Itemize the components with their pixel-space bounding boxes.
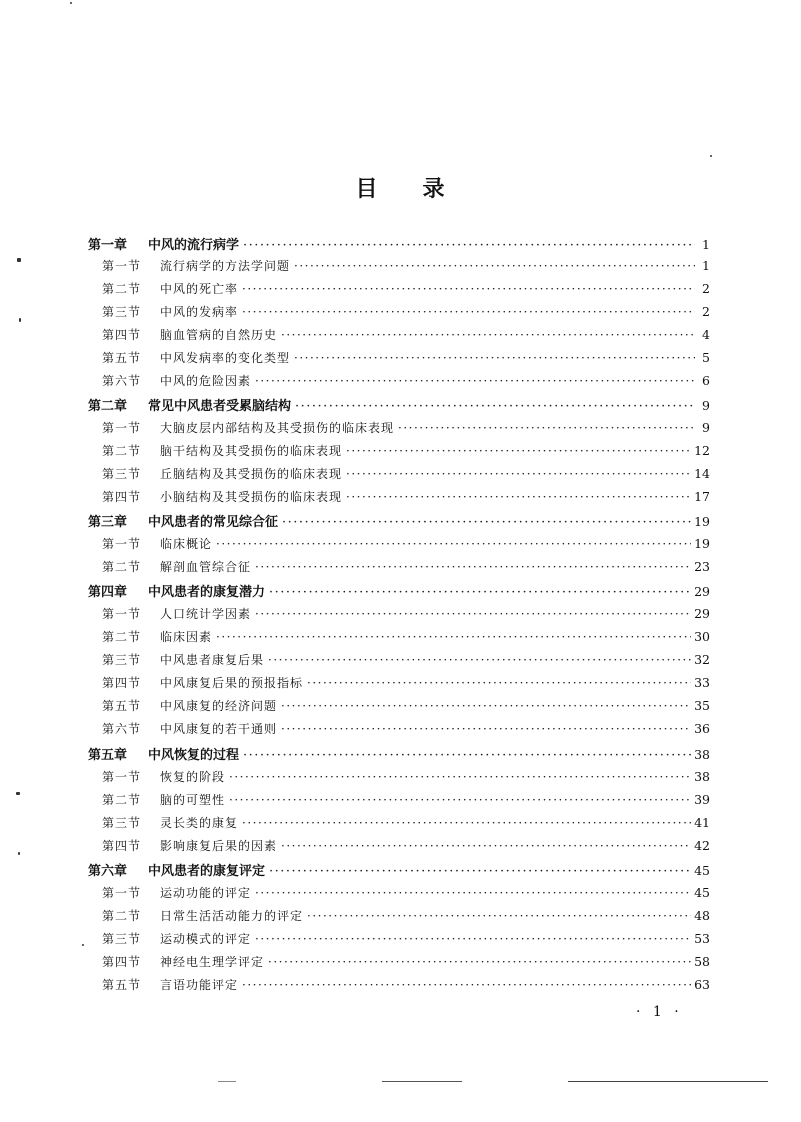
toc-section-6-1[interactable]: [102, 884, 710, 904]
toc-page-number: 14: [694, 466, 710, 481]
toc-title: 影响康复后果的因素: [160, 839, 278, 853]
toc-title: 中风患者的康复潜力: [148, 585, 266, 600]
toc-title: 言语功能评定: [160, 978, 239, 992]
scan-line: [382, 1081, 462, 1082]
dot-leader: [243, 748, 691, 763]
toc-page-number: 53: [694, 931, 710, 946]
toc-label: 第三节: [102, 653, 142, 667]
toc-title: 中风恢复的过程: [148, 748, 240, 763]
dot-leader: [216, 537, 691, 551]
toc-section-4-6[interactable]: [102, 720, 710, 740]
dot-leader: [268, 653, 691, 667]
toc-page-number: 35: [694, 698, 710, 713]
scan-speck: [17, 258, 21, 262]
toc-title: 临床因素: [160, 630, 213, 644]
toc-section-3-1[interactable]: [102, 535, 710, 555]
scan-speck: [70, 2, 72, 4]
dot-leader: [269, 585, 691, 600]
scan-speck: [19, 318, 21, 322]
toc-title: 解剖血管综合征: [160, 560, 252, 574]
toc-section-3-2[interactable]: [102, 558, 710, 578]
dot-leader: [268, 955, 691, 969]
scan-speck: [82, 944, 84, 946]
toc-label: 第一节: [102, 607, 142, 621]
toc-title: 丘脑结构及其受损伤的临床表现: [160, 467, 343, 481]
toc-title: 脑血管病的自然历史: [160, 328, 278, 342]
toc-section-1-5[interactable]: [102, 349, 710, 369]
toc-title: 中风的死亡率: [160, 282, 239, 296]
toc-label: 第五节: [102, 351, 142, 365]
dot-leader: [216, 630, 691, 644]
toc-page-number: 23: [694, 559, 710, 574]
toc-page-number: 19: [694, 514, 710, 529]
dot-leader: [295, 399, 695, 414]
dot-leader: [346, 444, 691, 458]
toc-page-number: 12: [694, 443, 710, 458]
toc-page-number: 33: [694, 675, 710, 690]
toc-page-number: 45: [694, 863, 710, 878]
toc-label: 第三节: [102, 467, 142, 481]
toc-title: 恢复的阶段: [160, 770, 226, 784]
toc-title: 灵长类的康复: [160, 816, 239, 830]
toc-page-number: 9: [702, 398, 710, 413]
toc-section-2-1[interactable]: [102, 419, 710, 439]
toc-page-number: 2: [702, 304, 710, 319]
toc-label: 第三节: [102, 932, 142, 946]
toc-label: 第一节: [102, 886, 142, 900]
dot-leader: [282, 515, 691, 530]
dot-leader: [255, 932, 691, 946]
toc-label: 第五章: [88, 748, 128, 763]
toc-label: 第六章: [88, 864, 128, 879]
toc-label: 第六节: [102, 722, 142, 736]
toc-label: 第二章: [88, 399, 128, 414]
toc-label: 第一节: [102, 259, 142, 273]
dot-leader: [242, 282, 695, 296]
title-char-1: 目: [355, 176, 379, 202]
dot-leader: [294, 351, 695, 365]
toc-label: 第三节: [102, 305, 142, 319]
toc-section-6-4[interactable]: [102, 953, 710, 973]
dot-leader: [255, 560, 691, 574]
toc-label: 第三章: [88, 515, 128, 530]
toc-page-number: 41: [694, 815, 710, 830]
toc-page-number: 38: [694, 769, 710, 784]
toc-label: 第二节: [102, 630, 142, 644]
toc-page-number: 39: [694, 792, 710, 807]
toc-title: 运动功能的评定: [160, 886, 252, 900]
toc-title: 脑干结构及其受损伤的临床表现: [160, 444, 343, 458]
toc-section-4-2[interactable]: [102, 628, 710, 648]
toc-page-number: 29: [694, 584, 710, 599]
toc-page-number: 30: [694, 629, 710, 644]
toc-title: 大脑皮层内部结构及其受损伤的临床表现: [160, 421, 395, 435]
toc-title: 中风患者的常见综合征: [148, 515, 279, 530]
scan-line: [568, 1081, 768, 1082]
scan-line: [218, 1081, 236, 1082]
dot-leader: [307, 676, 691, 690]
toc-section-6-5[interactable]: [102, 976, 710, 996]
toc-label: 第四节: [102, 955, 142, 969]
toc-section-6-3[interactable]: [102, 930, 710, 950]
toc-label: 第五节: [102, 978, 142, 992]
dot-leader: [307, 909, 691, 923]
toc-section-4-4[interactable]: [102, 674, 710, 694]
toc-page-number: 63: [694, 977, 710, 992]
toc-section-4-1[interactable]: [102, 605, 710, 625]
page-title: [0, 172, 801, 203]
toc-section-5-1[interactable]: [102, 768, 710, 788]
toc-title: 中风康复的若干通则: [160, 722, 278, 736]
toc-title: 中风康复的经济问题: [160, 699, 278, 713]
toc-title: 中风的发病率: [160, 305, 239, 319]
toc-chapter-1[interactable]: [88, 234, 710, 254]
toc-page-number: 9: [702, 420, 710, 435]
toc-section-2-2[interactable]: [102, 442, 710, 462]
toc-section-2-4[interactable]: [102, 488, 710, 508]
dot-leader: [281, 328, 695, 342]
toc-label: 第二节: [102, 444, 142, 458]
toc-title: 神经电生理学评定: [160, 955, 265, 969]
dot-leader: [281, 839, 691, 853]
toc-label: 第四章: [88, 585, 128, 600]
dot-leader: [243, 238, 695, 253]
dot-leader: [346, 490, 691, 504]
toc-page-number: 1: [702, 258, 710, 273]
toc-label: 第四节: [102, 490, 142, 504]
toc-title: 中风的危险因素: [160, 374, 252, 388]
toc-title: 中风患者的康复评定: [148, 864, 266, 879]
toc-page-number: 17: [694, 489, 710, 504]
toc-label: 第二节: [102, 909, 142, 923]
toc-section-1-4[interactable]: [102, 326, 710, 346]
dot-leader: [242, 816, 691, 830]
toc-section-4-3[interactable]: [102, 651, 710, 671]
dot-leader: [294, 259, 695, 273]
toc-page-number: 29: [694, 606, 710, 621]
toc-page-number: 4: [702, 327, 710, 342]
dot-leader: [255, 374, 695, 388]
toc-title: 运动模式的评定: [160, 932, 252, 946]
toc-label: 第四节: [102, 839, 142, 853]
scan-speck: [16, 792, 20, 795]
toc-title: 小脑结构及其受损伤的临床表现: [160, 490, 343, 504]
toc-page-number: 58: [694, 954, 710, 969]
toc-title: 日常生活活动能力的评定: [160, 909, 304, 923]
toc-page-number: 1: [702, 237, 710, 252]
toc-section-1-3[interactable]: [102, 303, 710, 323]
toc-title: 中风的流行病学: [148, 238, 240, 253]
toc-page-number: 5: [702, 350, 710, 365]
dot-leader: [346, 467, 691, 481]
toc-chapter-6[interactable]: [88, 860, 710, 880]
toc-page-number: 19: [694, 536, 710, 551]
dot-leader: [281, 722, 691, 736]
dot-leader: [269, 864, 691, 879]
toc-label: 第一节: [102, 421, 142, 435]
toc-title: 人口统计学因素: [160, 607, 252, 621]
dot-leader: [229, 793, 691, 807]
dot-leader: [242, 978, 691, 992]
toc-page-number: 36: [694, 721, 710, 736]
scan-speck: [710, 155, 712, 157]
toc-label: 第四节: [102, 676, 142, 690]
title-char-2: 录: [422, 176, 446, 202]
toc-section-1-2[interactable]: [102, 280, 710, 300]
toc-section-6-2[interactable]: [102, 907, 710, 927]
toc-label: 第六节: [102, 374, 142, 388]
dot-leader: [229, 770, 691, 784]
dot-leader: [242, 305, 695, 319]
toc-label: 第二节: [102, 282, 142, 296]
toc-title: 中风患者康复后果: [160, 653, 265, 667]
dot-leader: [281, 699, 691, 713]
toc-title: 中风发病率的变化类型: [160, 351, 291, 365]
scan-speck: [18, 852, 20, 855]
toc-label: 第五节: [102, 699, 142, 713]
toc-section-2-3[interactable]: [102, 465, 710, 485]
toc-label: 第一节: [102, 537, 142, 551]
toc-chapter-5[interactable]: [88, 744, 710, 764]
toc-page-number: 45: [694, 885, 710, 900]
toc-label: 第二节: [102, 560, 142, 574]
toc-section-5-3[interactable]: [102, 814, 710, 834]
toc-title: 中风康复后果的预报指标: [160, 676, 304, 690]
toc-title: 临床概论: [160, 537, 213, 551]
toc-title: 流行病学的方法学问题: [160, 259, 291, 273]
dot-leader: [398, 421, 695, 435]
toc-page-number: 42: [694, 838, 710, 853]
toc-label: 第一章: [88, 238, 128, 253]
toc-page-number: 32: [694, 652, 710, 667]
toc-label: 第三节: [102, 816, 142, 830]
toc-section-5-2[interactable]: [102, 791, 710, 811]
toc-label: 第四节: [102, 328, 142, 342]
page-folio: · 1 ·: [636, 1004, 683, 1020]
toc-chapter-3[interactable]: [88, 511, 710, 531]
toc-title: 常见中风患者受累脑结构: [148, 399, 292, 414]
toc-section-1-6[interactable]: [102, 372, 710, 392]
toc-chapter-4[interactable]: [88, 581, 710, 601]
dot-leader: [255, 607, 691, 621]
toc-label: 第二节: [102, 793, 142, 807]
toc-title: 脑的可塑性: [160, 793, 226, 807]
toc-label: 第一节: [102, 770, 142, 784]
toc-section-5-4[interactable]: [102, 837, 710, 857]
toc-page-number: 2: [702, 281, 710, 296]
dot-leader: [255, 886, 691, 900]
toc-page-number: 48: [694, 908, 710, 923]
toc-section-1-1[interactable]: [102, 257, 710, 277]
toc-page-number: 38: [694, 747, 710, 762]
toc-section-4-5[interactable]: [102, 697, 710, 717]
toc-page-number: 6: [702, 373, 710, 388]
toc-chapter-2[interactable]: [88, 395, 710, 415]
